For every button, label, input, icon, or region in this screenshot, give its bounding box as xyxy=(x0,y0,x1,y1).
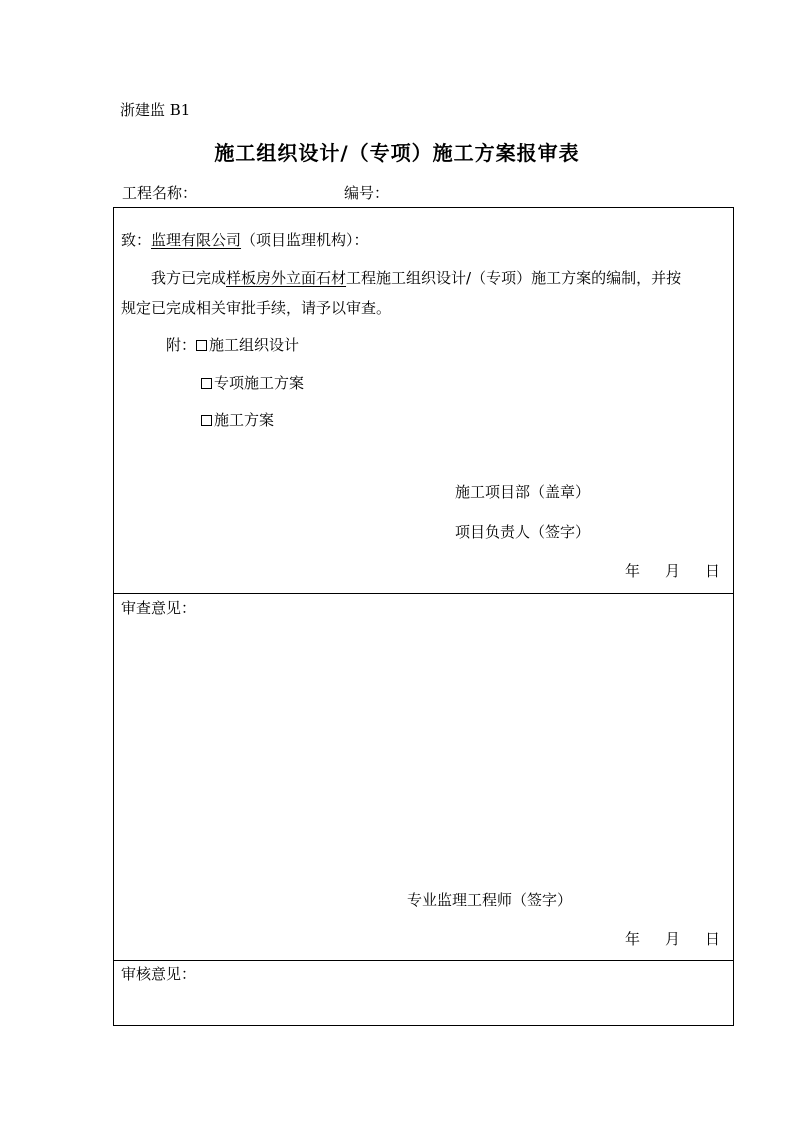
form-table xyxy=(113,207,734,1026)
addressee-line xyxy=(121,229,369,250)
signature-label: 项目负责人（签字） xyxy=(455,523,591,541)
engineer-signature-label: 专业监理工程师（签字） xyxy=(407,891,573,909)
date-day: 日 xyxy=(705,562,721,580)
review-label: 审查意见： xyxy=(121,599,197,617)
attachments-label: 附： xyxy=(166,336,197,354)
body-line1-prefix: 我方已完成 xyxy=(151,269,227,287)
checkbox[interactable] xyxy=(201,415,212,426)
date-month: 月 xyxy=(665,562,681,580)
project-title: 样板房外立面石材 xyxy=(226,269,347,287)
attachment-item xyxy=(201,409,274,430)
attachment-item xyxy=(201,372,304,393)
attachment-label: 专项施工方案 xyxy=(214,374,305,392)
number-label: 编号： xyxy=(344,184,390,202)
approval-label: 审核意见： xyxy=(121,965,197,983)
body-line-2: 规定已完成相关审批手续，请予以审查。 xyxy=(121,299,392,317)
date-day: 日 xyxy=(705,930,721,948)
supervisor-company: 监理有限公司 xyxy=(151,231,242,249)
attachment-label: 施工组织设计 xyxy=(209,336,300,354)
form-code: 浙建监 B1 xyxy=(120,101,191,119)
row-divider xyxy=(114,593,733,594)
row-divider xyxy=(114,960,733,961)
date-year: 年 xyxy=(625,930,641,948)
body-line-1 xyxy=(151,267,681,288)
date-year: 年 xyxy=(625,562,641,580)
project-name-label: 工程名称： xyxy=(122,184,198,202)
attachment-item xyxy=(166,334,299,355)
checkbox[interactable] xyxy=(201,378,212,389)
seal-label: 施工项目部（盖章） xyxy=(455,483,591,501)
attachment-label: 施工方案 xyxy=(214,411,275,429)
supervisor-suffix: （项目监理机构）： xyxy=(241,231,369,249)
to-prefix: 致： xyxy=(121,231,152,249)
checkbox[interactable] xyxy=(196,340,207,351)
date-month: 月 xyxy=(665,930,681,948)
body-line1-suffix: 工程施工组织设计/（专项）施工方案的编制，并按 xyxy=(346,269,682,287)
page-title: 施工组织设计/（专项）施工方案报审表 xyxy=(214,141,580,165)
